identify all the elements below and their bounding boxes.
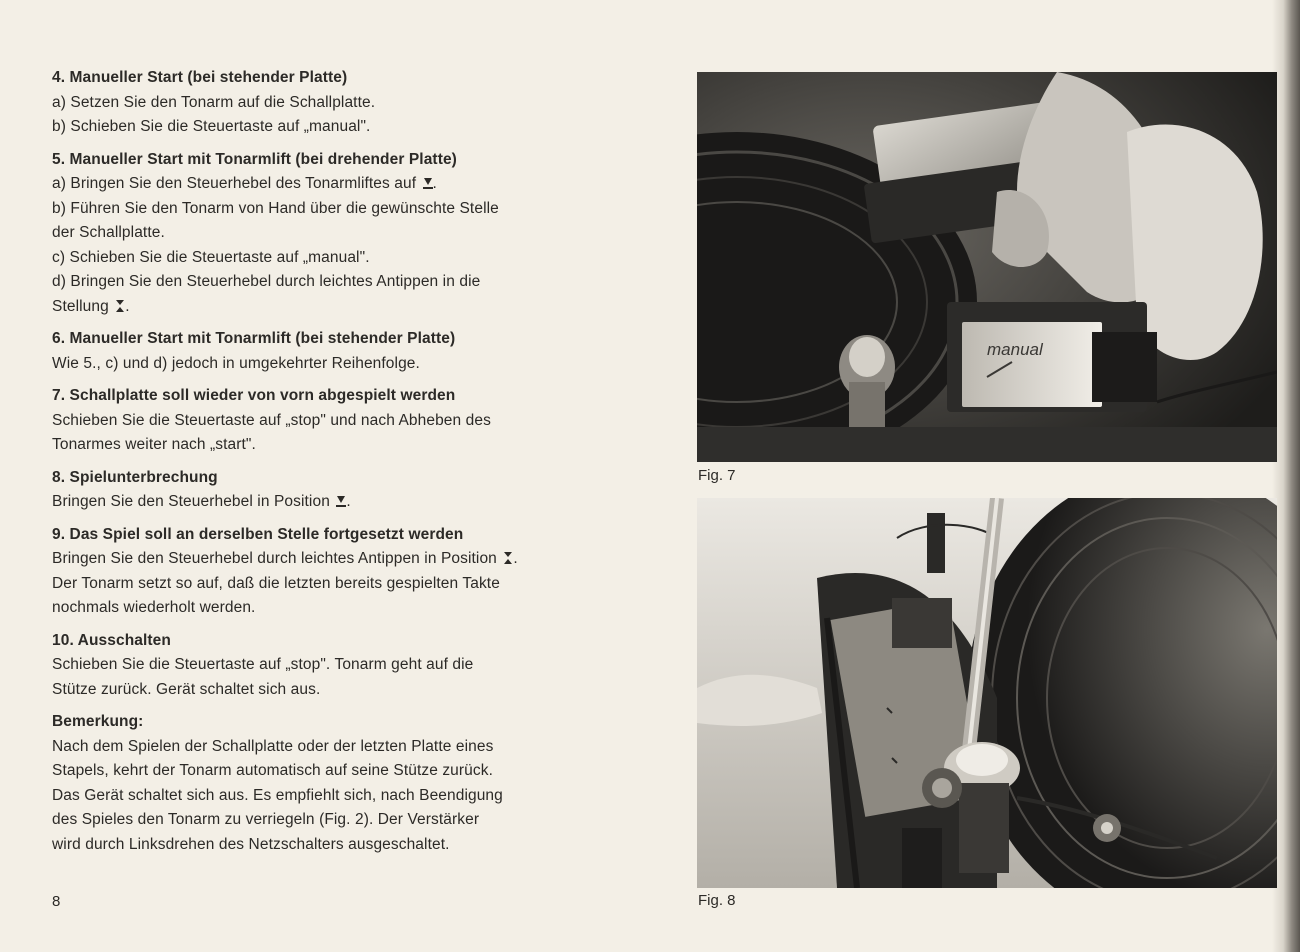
section-manual-start-stationary — [52, 66, 627, 140]
figure-8-photo — [697, 498, 1277, 888]
instruction-line: Schieben Sie die Steuertaste auf „stop" und nach Abheben des — [52, 411, 491, 429]
section-replay-from-start — [52, 384, 627, 458]
instruction-text: Bringen Sie den Steuerhebel durch leichtes Antippen in Position — [52, 550, 497, 567]
note-line: Das Gerät schaltet sich aus. Es empfiehlt sich, nach Beendigung — [52, 786, 503, 804]
instruction-text: a) Bringen Sie den Steuerhebel des Tonarmliftes auf — [52, 175, 417, 192]
note-line: Nach dem Spielen der Schallplatte oder der letzten Platte eines — [52, 737, 494, 755]
section-heading: 10. Ausschalten — [52, 631, 171, 649]
instruction-line: nochmals wiederholt werden. — [52, 599, 256, 616]
instruction-line: b) Führen Sie den Tonarm von Hand über die gewünschte Stelle — [52, 199, 499, 217]
tonearm-photo — [697, 498, 1277, 888]
section-manual-start-lift-rotating — [52, 148, 627, 320]
figure-8-caption: Fig. 8 — [698, 892, 736, 909]
section-heading: 8. Spielunterbrechung — [52, 468, 218, 486]
section-heading: 9. Das Spiel soll an derselben Stelle fortgesetzt werden — [52, 525, 464, 543]
instruction-line: der Schallplatte. — [52, 224, 165, 241]
note-line: wird durch Linksdrehen des Netzschalters ausgeschaltet. — [52, 835, 450, 853]
instruction-line: Stellung . — [52, 297, 130, 315]
note-line: des Spieles den Tonarm zu verriegeln (Fig. 2). Der Verstärker — [52, 811, 480, 828]
figure-7-caption: Fig. 7 — [698, 467, 736, 484]
instruction-text: Stellung — [52, 297, 109, 315]
section-heading: 7. Schallplatte soll wieder von vorn abgespielt werden — [52, 387, 456, 404]
section-continue-same-position — [52, 523, 627, 621]
instruction-line: Bringen Sie den Steuerhebel in Position . — [52, 493, 351, 510]
lift-down-icon — [423, 176, 433, 190]
note-line: Stapels, kehrt der Tonarm automatisch auf seine Stütze zurück. — [52, 762, 493, 779]
instruction-line: Bringen Sie den Steuerhebel durch leichtes Antippen in Position . — [52, 550, 518, 567]
page-number: 8 — [52, 893, 61, 910]
section-heading: 4. Manueller Start (bei stehender Platte) — [52, 69, 348, 86]
note-heading: Bemerkung: — [52, 713, 144, 730]
instruction-line: Der Tonarm setzt so auf, daß die letzten bereits gespielten Takte — [52, 574, 500, 592]
instruction-text: Bringen Sie den Steuerhebel in Position — [52, 493, 330, 510]
instruction-line: b) Schieben Sie die Steuertaste auf „manual". — [52, 118, 371, 135]
section-heading: 6. Manueller Start mit Tonarmlift (bei stehender Platte) — [52, 330, 456, 347]
instructions-column — [52, 66, 627, 865]
lift-mid-icon — [503, 551, 513, 565]
section-note — [52, 710, 627, 857]
instruction-line: c) Schieben Sie die Steuertaste auf „manual". — [52, 248, 370, 266]
section-play-interruption — [52, 466, 627, 515]
instruction-line: Stütze zurück. Gerät schaltet sich aus. — [52, 680, 321, 698]
section-switch-off — [52, 629, 627, 703]
manual-switch-label: manual — [987, 340, 1043, 359]
lift-mid-icon — [115, 299, 125, 313]
instruction-line: a) Bringen Sie den Steuerhebel des Tonarmliftes auf . — [52, 175, 437, 192]
section-manual-start-lift-stationary — [52, 327, 627, 376]
instruction-line: Wie 5., c) und d) jedoch in umgekehrter Reihenfolge. — [52, 354, 420, 372]
turntable-control-photo — [697, 72, 1277, 462]
instruction-line: d) Bringen Sie den Steuerhebel durch leichtes Antippen in die — [52, 273, 481, 290]
figure-7-photo — [697, 72, 1277, 462]
instruction-line: Schieben Sie die Steuertaste auf „stop". Tonarm geht auf die — [52, 656, 474, 673]
lift-down-icon — [336, 494, 346, 508]
instruction-line: a) Setzen Sie den Tonarm auf die Schallplatte. — [52, 93, 376, 111]
instruction-line: Tonarmes weiter nach „start". — [52, 436, 256, 453]
section-heading: 5. Manueller Start mit Tonarmlift (bei drehender Platte) — [52, 150, 457, 168]
